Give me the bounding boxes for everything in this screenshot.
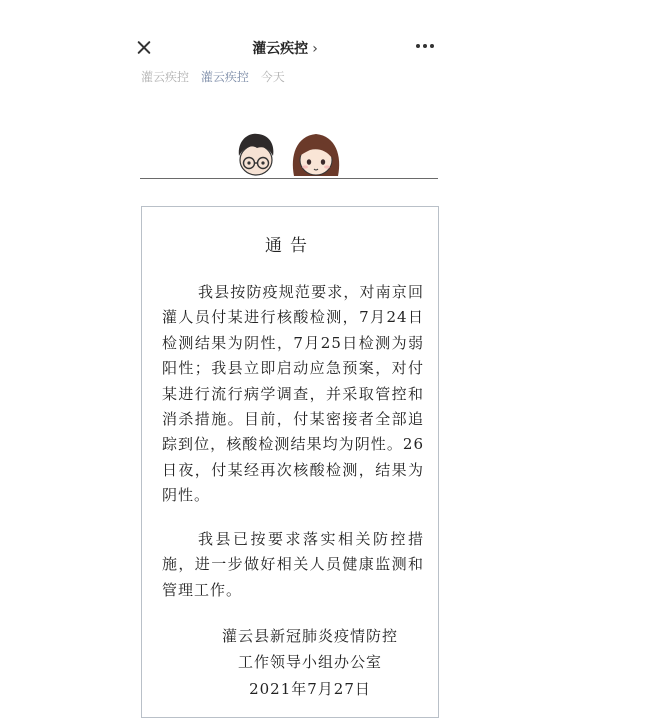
notice-box <box>141 206 439 718</box>
author-link[interactable]: 灌云疾控 <box>200 70 249 84</box>
notice-date: 2021年7月27日 <box>249 680 371 698</box>
publish-time: 今天 <box>260 70 285 84</box>
signature-line-1: 灌云县新冠肺炎疫情防控 <box>221 627 398 645</box>
notice-title: 通告 <box>265 236 315 256</box>
cartoon-banner <box>140 133 440 183</box>
article-meta <box>141 68 293 85</box>
account-name: 灌云疾控 <box>252 41 309 57</box>
notice-paragraph-1: 我县按防疫规范要求，对南京回灌人员付某进行核酸检测，7月24日检测结果为阴性，7月25日检测为弱阳性；我县立即启动应急预案，对付某进行流行病学调查，并采取管控和消杀措施。目前，付某密接者全部追踪到位，核酸检测结果均为阴性。26日夜，付某经再次核酸检测，结果为阴性。 <box>162 283 424 505</box>
notice-paragraph-2: 我县已按要求落实相关防控措施，进一步做好相关人员健康监测和管理工作。 <box>162 530 424 599</box>
chevron-right-icon: › <box>312 41 318 57</box>
top-bar <box>130 30 440 66</box>
girl-cartoon-icon <box>288 128 344 178</box>
banner-divider <box>140 178 438 180</box>
boy-cartoon-icon <box>233 130 279 178</box>
more-icon[interactable] <box>416 38 436 54</box>
source-name: 灌云疾控 <box>141 70 190 84</box>
account-title[interactable] <box>130 38 440 58</box>
signature-line-2: 工作领导小组办公室 <box>237 653 382 671</box>
